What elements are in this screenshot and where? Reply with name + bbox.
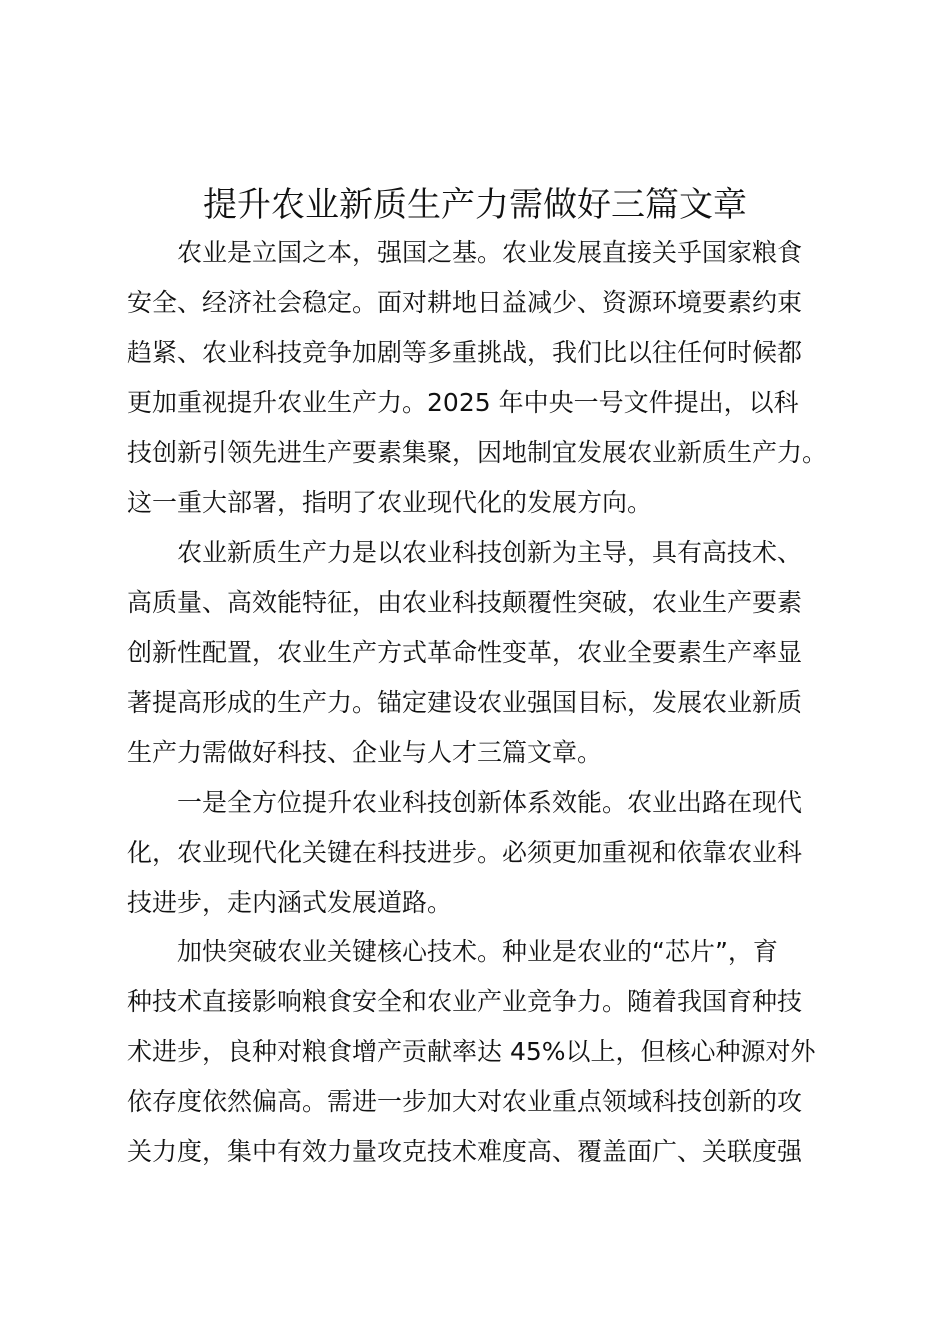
- paragraph-2-line-5: 生产力需做好科技、企业与人才三篇文章。: [127, 738, 603, 767]
- paragraph-2-line-1: 农业新质生产力是以农业科技创新为主导，具有高技术、: [177, 538, 803, 567]
- paragraph-1-line-4: 更加重视提升农业生产力。2025 年中央一号文件提出，以科: [127, 388, 799, 417]
- paragraph-4-line-5: 关力度，集中有效力量攻克技术难度高、覆盖面广、关联度强: [127, 1137, 803, 1166]
- paragraph-1-line-2: 安全、经济社会稳定。面对耕地日益减少、资源环境要素约束: [127, 288, 803, 317]
- paragraph-1-line-5: 技创新引领先进生产要素集聚，因地制宜发展农业新质生产力。: [127, 438, 828, 467]
- paragraph-3-line-2: 化，农业现代化关键在科技进步。必须更加重视和依靠农业科: [127, 838, 803, 867]
- paragraph-4-line-4: 依存度依然偏高。需进一步加大对农业重点领域科技创新的攻: [127, 1087, 803, 1116]
- paragraph-4-line-2: 种技术直接影响粮食安全和农业产业竞争力。随着我国育种技: [127, 987, 803, 1016]
- paragraph-2-line-2: 高质量、高效能特征，由农业科技颠覆性突破，农业生产要素: [127, 588, 803, 617]
- document-title: 提升农业新质生产力需做好三篇文章: [203, 185, 747, 225]
- paragraph-1-line-1: 农业是立国之本，强国之基。农业发展直接关乎国家粮食: [177, 238, 803, 267]
- paragraph-3-line-3: 技进步，走内涵式发展道路。: [127, 888, 453, 917]
- paragraph-1-line-6: 这一重大部署，指明了农业现代化的发展方向。: [127, 488, 653, 517]
- paragraph-1-line-3: 趋紧、农业科技竞争加剧等多重挑战，我们比以往任何时候都: [127, 338, 803, 367]
- paragraph-2-line-3: 创新性配置，农业生产方式革命性变革，农业全要素生产率显: [127, 638, 803, 667]
- paragraph-4-line-3: 术进步，良种对粮食增产贡献率达 45%以上，但核心种源对外: [127, 1037, 816, 1066]
- paragraph-2-line-4: 著提高形成的生产力。锚定建设农业强国目标，发展农业新质: [127, 688, 803, 717]
- paragraph-3-line-1: 一是全方位提升农业科技创新体系效能。农业出路在现代: [177, 788, 803, 817]
- paragraph-4-line-1: 加快突破农业关键核心技术。种业是农业的“芯片”，育: [177, 937, 778, 966]
